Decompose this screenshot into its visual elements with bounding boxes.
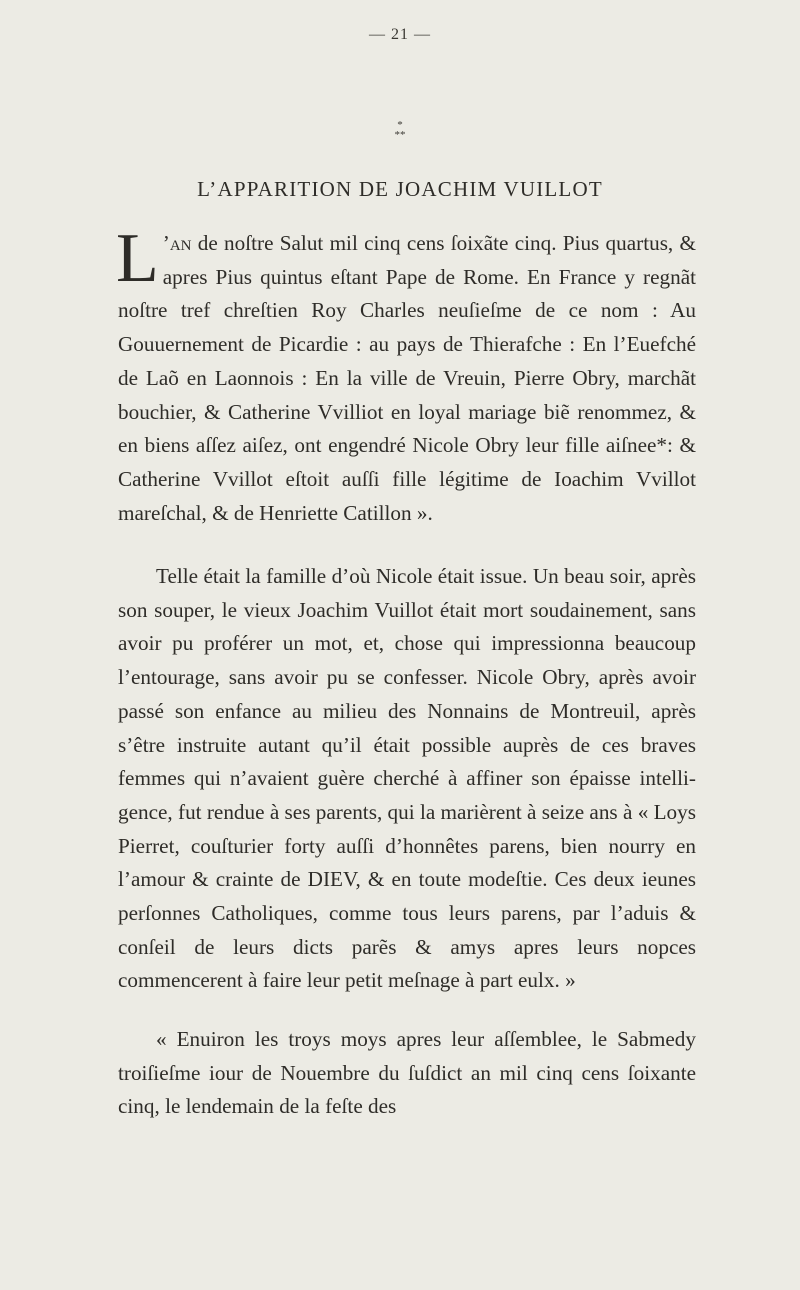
paragraph-3-text: « Enuiron les troys moys apres leur aſſemblee, le Sabmedy troiſieſme iour de Nouembre du ſuſdict an mil cinq cens ſoixante cinq, le lendemain de la feſte des [118,1027,696,1119]
paragraph-1 [116,220,696,530]
paragraph-2-text: Telle était la famille d’où Nicole était issue. Un beau soir, après son souper, le vieux Joachim Vuillot était mort soudainement, sans avoir pu proférer un mot, et, chose qui impressionna beaucoup l’entourage, sans avoir pu se confesser. Nicole Obry, après avoir passé son enfance au milieu des Nonnains de Montreuil, après s’être instruite autant qu’il était possible auprès de ces braves femmes qui n’avaient guère cherché à affiner son épaisse intelli-gence, fut rendue à ses parents, qui la marièrent à seize ans à « Loys Pierret, couſturier forty auſſi d’honnêtes parens, bien nourry en l’amour & crainte de DIEV, & en toute modeſtie. Ces deux ieunes perſonnes Catholiques, comme tous leurs parens, par l’aduis & conſeil de leurs dicts parẽs & amys apres leurs nopces commencerent à faire leur petit meſnage à part eulx. » [118,564,696,993]
drop-cap: L [116,220,159,297]
paragraph-3 [118,1023,696,1124]
ornament-top-star: * [397,119,403,131]
asterism-ornament [0,120,800,140]
paragraph-1-text: de noſtre Salut mil cinq cens ſoixãte cinq. Pius quartus, & apres Pius quintus eſtant Pape de Rome. En France y regnãt noſtre tref chreſtien Roy Charles neuſieſme de ce nom : Au Gouuernement de Picardie : au pays de Thierafche : En l’Euefché de Laõ en Laonnois : En la ville de Vreuin, Pierre Obry, marchãt bouchier, & Catherine Vvilliot en loyal mariage biẽ renommez, & en biens aſſez aiſez, ont engendré Nicole Obry leur fille aiſnee*: & Catherine Vvillot eſtoit auſſi fille légitime de Ioachim Vvillot mareſchal, & de Henriette Catillon ». [118,231,696,525]
page-number: — 21 — [369,26,431,43]
paragraph-2 [118,560,696,998]
ornament-bottom-stars: ** [394,129,406,141]
paragraph-1-lead: ’an [162,231,192,255]
chapter-title: L’APPARITION DE JOACHIM VUILLOT [197,177,603,201]
